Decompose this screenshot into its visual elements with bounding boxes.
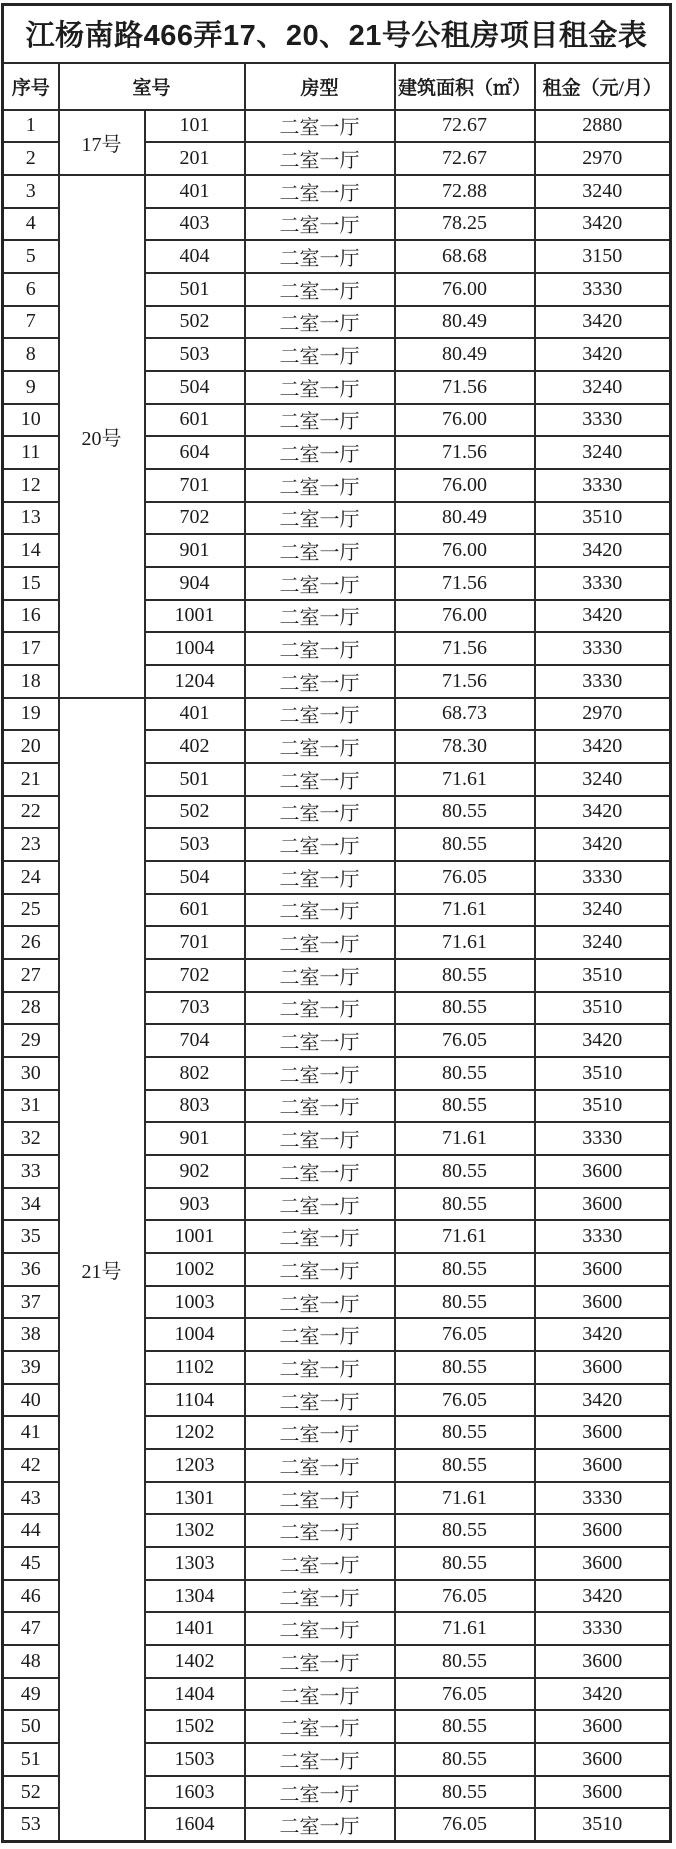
seq-cell: 31: [3, 1090, 59, 1123]
room-cell: 501: [145, 273, 245, 306]
page-title: 江杨南路466弄17、20、21号公租房项目租金表: [3, 5, 671, 63]
room-cell: 1402: [145, 1645, 245, 1678]
seq-cell: 16: [3, 600, 59, 633]
rent-cell: 3600: [535, 1710, 671, 1743]
area-cell: 80.49: [395, 338, 535, 371]
seq-cell: 34: [3, 1188, 59, 1221]
room-type-cell: 二室一厅: [245, 861, 395, 894]
header-room-type: 房型: [245, 63, 395, 110]
seq-cell: 50: [3, 1710, 59, 1743]
header-row: [3, 63, 671, 110]
table-row: [3, 110, 671, 143]
room-type-cell: 二室一厅: [245, 1808, 395, 1841]
room-type-cell: 二室一厅: [245, 502, 395, 535]
room-cell: 1502: [145, 1710, 245, 1743]
rent-cell: 2970: [535, 698, 671, 731]
rent-cell: 3240: [535, 175, 671, 208]
rent-cell: 3240: [535, 436, 671, 469]
area-cell: 80.55: [395, 959, 535, 992]
area-cell: 71.56: [395, 567, 535, 600]
rent-cell: 3420: [535, 208, 671, 241]
rent-cell: 3600: [535, 1351, 671, 1384]
room-type-cell: 二室一厅: [245, 1122, 395, 1155]
seq-cell: 51: [3, 1743, 59, 1776]
room-type-cell: 二室一厅: [245, 1024, 395, 1057]
rent-cell: 3510: [535, 1057, 671, 1090]
area-cell: 71.56: [395, 436, 535, 469]
area-cell: 68.68: [395, 240, 535, 273]
room-cell: 1404: [145, 1678, 245, 1711]
rent-cell: 3420: [535, 1024, 671, 1057]
area-cell: 71.61: [395, 926, 535, 959]
rent-cell: 3420: [535, 534, 671, 567]
room-type-cell: 二室一厅: [245, 1057, 395, 1090]
area-cell: 80.55: [395, 1286, 535, 1319]
area-cell: 78.25: [395, 208, 535, 241]
room-type-cell: 二室一厅: [245, 208, 395, 241]
room-cell: 1202: [145, 1416, 245, 1449]
room-type-cell: 二室一厅: [245, 992, 395, 1025]
seq-cell: 24: [3, 861, 59, 894]
rent-cell: 3600: [535, 1286, 671, 1319]
seq-cell: 13: [3, 502, 59, 535]
seq-cell: 15: [3, 567, 59, 600]
room-cell: 503: [145, 338, 245, 371]
room-cell: 1004: [145, 1318, 245, 1351]
area-cell: 71.61: [395, 763, 535, 796]
room-cell: 1001: [145, 600, 245, 633]
rent-cell: 3600: [535, 1155, 671, 1188]
area-cell: 80.55: [395, 1155, 535, 1188]
room-type-cell: 二室一厅: [245, 1351, 395, 1384]
room-type-cell: 二室一厅: [245, 338, 395, 371]
rent-cell: 3510: [535, 1090, 671, 1123]
seq-cell: 44: [3, 1514, 59, 1547]
rent-cell: 3240: [535, 926, 671, 959]
room-type-cell: 二室一厅: [245, 1220, 395, 1253]
rent-cell: 3600: [535, 1416, 671, 1449]
room-cell: 1503: [145, 1743, 245, 1776]
area-cell: 71.61: [395, 1220, 535, 1253]
room-type-cell: 二室一厅: [245, 1776, 395, 1809]
room-cell: 402: [145, 730, 245, 763]
rent-cell: 3330: [535, 273, 671, 306]
seq-cell: 26: [3, 926, 59, 959]
area-cell: 80.55: [395, 1776, 535, 1809]
rent-cell: 3240: [535, 371, 671, 404]
rent-cell: 3510: [535, 992, 671, 1025]
seq-cell: 41: [3, 1416, 59, 1449]
seq-cell: 11: [3, 436, 59, 469]
rent-cell: 3240: [535, 894, 671, 927]
room-type-cell: 二室一厅: [245, 1449, 395, 1482]
room-cell: 1003: [145, 1286, 245, 1319]
area-cell: 76.05: [395, 1678, 535, 1711]
room-type-cell: 二室一厅: [245, 273, 395, 306]
seq-cell: 17: [3, 632, 59, 665]
header-room: 室号: [59, 63, 245, 110]
building-cell: 20号: [59, 175, 145, 698]
area-cell: 76.05: [395, 1808, 535, 1841]
room-cell: 503: [145, 828, 245, 861]
room-cell: 1302: [145, 1514, 245, 1547]
rent-cell: 3420: [535, 796, 671, 829]
header-area: 建筑面积（㎡）: [395, 63, 535, 110]
room-cell: 601: [145, 404, 245, 437]
area-cell: 80.55: [395, 1057, 535, 1090]
rent-cell: 3510: [535, 1808, 671, 1841]
room-cell: 803: [145, 1090, 245, 1123]
seq-cell: 47: [3, 1612, 59, 1645]
rent-cell: 3330: [535, 1122, 671, 1155]
room-cell: 1401: [145, 1612, 245, 1645]
room-cell: 802: [145, 1057, 245, 1090]
rent-cell: 3600: [535, 1743, 671, 1776]
area-cell: 80.55: [395, 1743, 535, 1776]
room-cell: 502: [145, 796, 245, 829]
seq-cell: 1: [3, 110, 59, 143]
area-cell: 76.00: [395, 469, 535, 502]
seq-cell: 12: [3, 469, 59, 502]
rent-cell: 3600: [535, 1449, 671, 1482]
area-cell: 71.61: [395, 1122, 535, 1155]
rent-table-body: [3, 110, 671, 1842]
room-cell: 1303: [145, 1547, 245, 1580]
area-cell: 76.05: [395, 1024, 535, 1057]
area-cell: 80.55: [395, 1253, 535, 1286]
room-cell: 502: [145, 306, 245, 339]
room-type-cell: 二室一厅: [245, 1710, 395, 1743]
seq-cell: 52: [3, 1776, 59, 1809]
area-cell: 80.49: [395, 306, 535, 339]
room-cell: 501: [145, 763, 245, 796]
room-type-cell: 二室一厅: [245, 175, 395, 208]
room-type-cell: 二室一厅: [245, 436, 395, 469]
rent-cell: 3420: [535, 730, 671, 763]
seq-cell: 9: [3, 371, 59, 404]
room-type-cell: 二室一厅: [245, 567, 395, 600]
rent-cell: 3420: [535, 1580, 671, 1613]
rent-cell: 2970: [535, 142, 671, 175]
area-cell: 72.88: [395, 175, 535, 208]
room-type-cell: 二室一厅: [245, 1612, 395, 1645]
room-type-cell: 二室一厅: [245, 1416, 395, 1449]
room-type-cell: 二室一厅: [245, 894, 395, 927]
room-type-cell: 二室一厅: [245, 1090, 395, 1123]
room-cell: 201: [145, 142, 245, 175]
area-cell: 76.05: [395, 1384, 535, 1417]
room-type-cell: 二室一厅: [245, 1155, 395, 1188]
rent-cell: 2880: [535, 110, 671, 143]
room-type-cell: 二室一厅: [245, 1482, 395, 1515]
room-cell: 904: [145, 567, 245, 600]
room-cell: 1301: [145, 1482, 245, 1515]
area-cell: 71.61: [395, 894, 535, 927]
seq-cell: 8: [3, 338, 59, 371]
rent-cell: 3420: [535, 828, 671, 861]
rent-cell: 3330: [535, 567, 671, 600]
area-cell: 80.55: [395, 1351, 535, 1384]
room-cell: 1603: [145, 1776, 245, 1809]
room-type-cell: 二室一厅: [245, 1678, 395, 1711]
room-type-cell: 二室一厅: [245, 828, 395, 861]
rent-cell: 3600: [535, 1253, 671, 1286]
building-cell: 21号: [59, 698, 145, 1842]
room-type-cell: 二室一厅: [245, 698, 395, 731]
room-type-cell: 二室一厅: [245, 404, 395, 437]
room-cell: 1203: [145, 1449, 245, 1482]
rent-cell: 3600: [535, 1188, 671, 1221]
rent-cell: 3420: [535, 1678, 671, 1711]
seq-cell: 7: [3, 306, 59, 339]
area-cell: 80.55: [395, 1416, 535, 1449]
room-type-cell: 二室一厅: [245, 1286, 395, 1319]
room-type-cell: 二室一厅: [245, 240, 395, 273]
area-cell: 76.00: [395, 404, 535, 437]
room-cell: 1002: [145, 1253, 245, 1286]
area-cell: 80.55: [395, 992, 535, 1025]
room-type-cell: 二室一厅: [245, 1318, 395, 1351]
rent-cell: 3330: [535, 469, 671, 502]
room-cell: 903: [145, 1188, 245, 1221]
room-cell: 902: [145, 1155, 245, 1188]
room-type-cell: 二室一厅: [245, 1253, 395, 1286]
room-cell: 1001: [145, 1220, 245, 1253]
seq-cell: 19: [3, 698, 59, 731]
rent-cell: 3330: [535, 1612, 671, 1645]
seq-cell: 30: [3, 1057, 59, 1090]
rent-table: [1, 3, 672, 1843]
room-cell: 702: [145, 959, 245, 992]
rent-cell: 3600: [535, 1645, 671, 1678]
area-cell: 71.56: [395, 371, 535, 404]
rent-cell: 3420: [535, 1318, 671, 1351]
room-type-cell: 二室一厅: [245, 1645, 395, 1678]
seq-cell: 42: [3, 1449, 59, 1482]
rent-cell: 3330: [535, 404, 671, 437]
room-type-cell: 二室一厅: [245, 959, 395, 992]
seq-cell: 43: [3, 1482, 59, 1515]
area-cell: 76.00: [395, 600, 535, 633]
room-cell: 1304: [145, 1580, 245, 1613]
room-cell: 704: [145, 1024, 245, 1057]
area-cell: 68.73: [395, 698, 535, 731]
seq-cell: 21: [3, 763, 59, 796]
area-cell: 80.55: [395, 1449, 535, 1482]
area-cell: 71.56: [395, 665, 535, 698]
room-type-cell: 二室一厅: [245, 1514, 395, 1547]
area-cell: 80.55: [395, 1188, 535, 1221]
table-row: [3, 175, 671, 208]
room-type-cell: 二室一厅: [245, 926, 395, 959]
area-cell: 80.55: [395, 1645, 535, 1678]
seq-cell: 40: [3, 1384, 59, 1417]
seq-cell: 32: [3, 1122, 59, 1155]
seq-cell: 36: [3, 1253, 59, 1286]
area-cell: 80.55: [395, 1547, 535, 1580]
table-row: [3, 698, 671, 731]
room-cell: 702: [145, 502, 245, 535]
seq-cell: 35: [3, 1220, 59, 1253]
area-cell: 78.30: [395, 730, 535, 763]
area-cell: 76.00: [395, 273, 535, 306]
header-rent: 租金（元/月）: [535, 63, 671, 110]
room-type-cell: 二室一厅: [245, 600, 395, 633]
area-cell: 76.00: [395, 534, 535, 567]
seq-cell: 27: [3, 959, 59, 992]
room-cell: 1204: [145, 665, 245, 698]
seq-cell: 6: [3, 273, 59, 306]
seq-cell: 49: [3, 1678, 59, 1711]
room-type-cell: 二室一厅: [245, 534, 395, 567]
seq-cell: 33: [3, 1155, 59, 1188]
area-cell: 80.55: [395, 1514, 535, 1547]
header-seq: 序号: [3, 63, 59, 110]
room-type-cell: 二室一厅: [245, 110, 395, 143]
area-cell: 80.55: [395, 1090, 535, 1123]
rent-cell: 3330: [535, 1482, 671, 1515]
room-cell: 101: [145, 110, 245, 143]
seq-cell: 3: [3, 175, 59, 208]
seq-cell: 53: [3, 1808, 59, 1841]
seq-cell: 14: [3, 534, 59, 567]
room-type-cell: 二室一厅: [245, 1547, 395, 1580]
seq-cell: 18: [3, 665, 59, 698]
seq-cell: 22: [3, 796, 59, 829]
room-cell: 701: [145, 926, 245, 959]
area-cell: 80.55: [395, 1710, 535, 1743]
seq-cell: 46: [3, 1580, 59, 1613]
room-cell: 601: [145, 894, 245, 927]
rent-cell: 3510: [535, 959, 671, 992]
area-cell: 76.05: [395, 861, 535, 894]
rent-cell: 3240: [535, 763, 671, 796]
seq-cell: 37: [3, 1286, 59, 1319]
room-type-cell: 二室一厅: [245, 142, 395, 175]
seq-cell: 48: [3, 1645, 59, 1678]
seq-cell: 39: [3, 1351, 59, 1384]
area-cell: 80.55: [395, 828, 535, 861]
area-cell: 71.61: [395, 1482, 535, 1515]
room-type-cell: 二室一厅: [245, 1743, 395, 1776]
room-type-cell: 二室一厅: [245, 730, 395, 763]
rent-cell: 3510: [535, 502, 671, 535]
room-cell: 401: [145, 175, 245, 208]
room-cell: 504: [145, 371, 245, 404]
building-cell: 17号: [59, 110, 145, 175]
area-cell: 72.67: [395, 110, 535, 143]
seq-cell: 2: [3, 142, 59, 175]
room-type-cell: 二室一厅: [245, 763, 395, 796]
room-cell: 401: [145, 698, 245, 731]
rent-cell: 3420: [535, 600, 671, 633]
room-type-cell: 二室一厅: [245, 1580, 395, 1613]
rent-cell: 3330: [535, 861, 671, 894]
seq-cell: 5: [3, 240, 59, 273]
rent-cell: 3330: [535, 665, 671, 698]
seq-cell: 25: [3, 894, 59, 927]
room-cell: 604: [145, 436, 245, 469]
room-type-cell: 二室一厅: [245, 796, 395, 829]
room-type-cell: 二室一厅: [245, 469, 395, 502]
room-type-cell: 二室一厅: [245, 306, 395, 339]
room-type-cell: 二室一厅: [245, 632, 395, 665]
rent-cell: 3330: [535, 632, 671, 665]
seq-cell: 4: [3, 208, 59, 241]
area-cell: 76.05: [395, 1580, 535, 1613]
area-cell: 72.67: [395, 142, 535, 175]
room-type-cell: 二室一厅: [245, 665, 395, 698]
seq-cell: 10: [3, 404, 59, 437]
rent-cell: 3420: [535, 306, 671, 339]
rent-cell: 3330: [535, 1220, 671, 1253]
area-cell: 71.56: [395, 632, 535, 665]
area-cell: 76.05: [395, 1318, 535, 1351]
room-cell: 901: [145, 1122, 245, 1155]
rent-cell: 3420: [535, 1384, 671, 1417]
room-cell: 403: [145, 208, 245, 241]
seq-cell: 23: [3, 828, 59, 861]
room-cell: 701: [145, 469, 245, 502]
room-cell: 404: [145, 240, 245, 273]
area-cell: 71.61: [395, 1612, 535, 1645]
room-cell: 1604: [145, 1808, 245, 1841]
area-cell: 80.49: [395, 502, 535, 535]
rent-cell: 3600: [535, 1776, 671, 1809]
seq-cell: 28: [3, 992, 59, 1025]
seq-cell: 38: [3, 1318, 59, 1351]
room-cell: 1004: [145, 632, 245, 665]
rent-cell: 3420: [535, 338, 671, 371]
room-cell: 703: [145, 992, 245, 1025]
room-cell: 1104: [145, 1384, 245, 1417]
rent-cell: 3600: [535, 1514, 671, 1547]
area-cell: 80.55: [395, 796, 535, 829]
room-cell: 901: [145, 534, 245, 567]
title-row: [3, 5, 671, 63]
room-cell: 1102: [145, 1351, 245, 1384]
room-type-cell: 二室一厅: [245, 1384, 395, 1417]
seq-cell: 29: [3, 1024, 59, 1057]
room-cell: 504: [145, 861, 245, 894]
rent-cell: 3150: [535, 240, 671, 273]
seq-cell: 45: [3, 1547, 59, 1580]
seq-cell: 20: [3, 730, 59, 763]
room-type-cell: 二室一厅: [245, 371, 395, 404]
room-type-cell: 二室一厅: [245, 1188, 395, 1221]
rent-cell: 3600: [535, 1547, 671, 1580]
